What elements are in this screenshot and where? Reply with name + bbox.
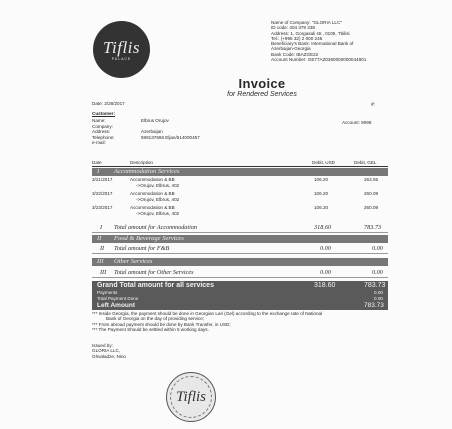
note-line: *** The Payment Should be settled within 5 working days.	[92, 326, 209, 332]
section-accommodation	[92, 168, 388, 176]
line-usd: 106.20	[314, 205, 329, 210]
note-line: Bank of Georgia on the day of providing service;	[106, 316, 205, 322]
field-label: Name:	[92, 118, 106, 123]
stamp-ring	[170, 376, 212, 418]
left-amount-gel: 783.73	[364, 302, 384, 309]
grand-total-gel: 783.73	[364, 282, 386, 289]
customer-header: Customer:	[92, 111, 115, 116]
section-food-beverage	[92, 235, 388, 243]
section-number: I	[97, 168, 100, 175]
company-info	[271, 20, 421, 62]
company-line: Tel.: (+995 32) 2 000 245	[271, 35, 323, 41]
left-amount-label: Left Amount	[97, 302, 136, 309]
company-line: ID code: 404 379 338	[271, 25, 315, 31]
company-line: Account Number: GE77AZ0360000000044801	[271, 57, 367, 63]
grand-total-label: Grand Total amount for all services	[97, 282, 214, 289]
customer-details	[92, 118, 200, 146]
total-usd: 0.00	[320, 245, 331, 252]
account-number: Account: 9098	[342, 120, 372, 125]
grand-total-usd: 318.60	[314, 282, 336, 289]
line-gel: 260.09	[364, 191, 379, 196]
line-date: 3/22/2017	[92, 191, 113, 196]
total-gel: 0.00	[372, 269, 383, 276]
payments-gel: 0.00	[374, 290, 383, 295]
section-label: Other Services	[114, 258, 153, 265]
total-food-beverage	[92, 244, 388, 254]
total-label: Total amount for Other Services	[114, 269, 194, 276]
stamp-brand: Tiflis	[175, 388, 207, 405]
line-gel: 263.55	[364, 177, 379, 182]
total-accommodation	[92, 223, 388, 233]
total-label: Total amount for Accommodation	[114, 224, 198, 231]
company-stamp	[166, 372, 216, 422]
payment-notes	[92, 311, 392, 332]
customer-row	[92, 140, 200, 146]
total-label: Total amount for F&B	[114, 245, 170, 252]
line-sub: ->Orujov, Elbrus, 402	[136, 183, 180, 188]
total-usd: 0.00	[320, 269, 331, 276]
grand-total-block	[92, 281, 388, 310]
section-number: III	[97, 258, 104, 265]
section-label: Food & Beverage Services	[114, 235, 184, 242]
invoice-number-label: #:	[371, 102, 376, 108]
field-value: Elbrus Orujov	[141, 118, 169, 123]
column-header-row	[92, 160, 388, 167]
payment-done-gel: 0.00	[374, 296, 383, 301]
col-description: Description	[130, 160, 153, 165]
logo-brand: Tiflis	[102, 38, 141, 57]
line-sub: ->Orujov, Elbrus, 402	[136, 211, 180, 216]
total-gel: 783.73	[364, 224, 382, 231]
line-date: 3/21/2017	[92, 177, 113, 182]
total-usd: 318.60	[314, 224, 332, 231]
company-line: Beneficiary's Bank: International Bank of	[271, 41, 354, 47]
total-number: II	[100, 245, 105, 252]
payments-label: Payments	[97, 290, 118, 295]
col-date: Date	[92, 160, 102, 165]
field-label: e-mail:	[92, 140, 106, 146]
total-gel: 0.00	[372, 245, 383, 252]
line-desc: Accommodation & BB	[130, 205, 175, 210]
total-number: III	[100, 269, 107, 276]
section-other	[92, 258, 388, 266]
section-number: II	[97, 235, 102, 242]
field-value: Azerbaijan	[141, 129, 163, 135]
issued-line: GLORIA LLC,	[92, 348, 121, 354]
payment-done-label: Total Payment Done	[97, 296, 139, 301]
line-sub: ->Orujov, Elbrus, 402	[136, 197, 180, 202]
field-value: 599137666 Eljan/514000457	[141, 134, 200, 140]
line-desc: Accommodation & BB	[130, 191, 175, 196]
total-number: I	[100, 224, 103, 231]
company-line: Azerbaijan-Georgia	[271, 46, 311, 52]
section-label: Accommodation Services	[114, 168, 180, 175]
hotel-logo	[93, 21, 150, 78]
note-line: *** From abroad payment should be done by Bank Transfer, in USD;	[92, 321, 231, 327]
invoice-date: Date: 3/28/2017	[92, 101, 125, 106]
note-line: *** Inside Georgia, the payment should be done in Georgian Lari (Gel) according to the exchange rate of National	[92, 311, 323, 316]
field-label: Company:	[92, 123, 113, 129]
field-label: Telephone:	[92, 134, 115, 140]
col-debit-gel: Debit, GEL	[354, 160, 377, 165]
issued-by	[92, 343, 126, 359]
logo-sub: PALACE	[111, 57, 132, 61]
invoice-title: Invoice	[238, 76, 286, 91]
line-gel: 260.09	[364, 205, 379, 210]
line-desc: Accommodation & BB	[130, 177, 175, 182]
field-label: Address:	[92, 129, 111, 135]
issued-line: Issued by:	[92, 343, 113, 348]
company-line: Address: 1, Gorgasali str., 0105, Tbilisi	[271, 30, 350, 36]
invoice-subtitle: for Rendered Services	[227, 91, 297, 98]
line-usd: 106.20	[314, 177, 329, 182]
company-line: Bank Code: IBAZGE22	[271, 51, 319, 57]
total-other	[92, 268, 388, 278]
col-debit-usd: Debit, USD	[312, 160, 335, 165]
line-date: 3/23/2017	[92, 205, 113, 210]
line-usd: 106.20	[314, 191, 329, 196]
issued-line: Ghvaladze, Nino	[92, 353, 126, 359]
company-line: Name of Company: "GLORIA LLC"	[271, 20, 342, 25]
